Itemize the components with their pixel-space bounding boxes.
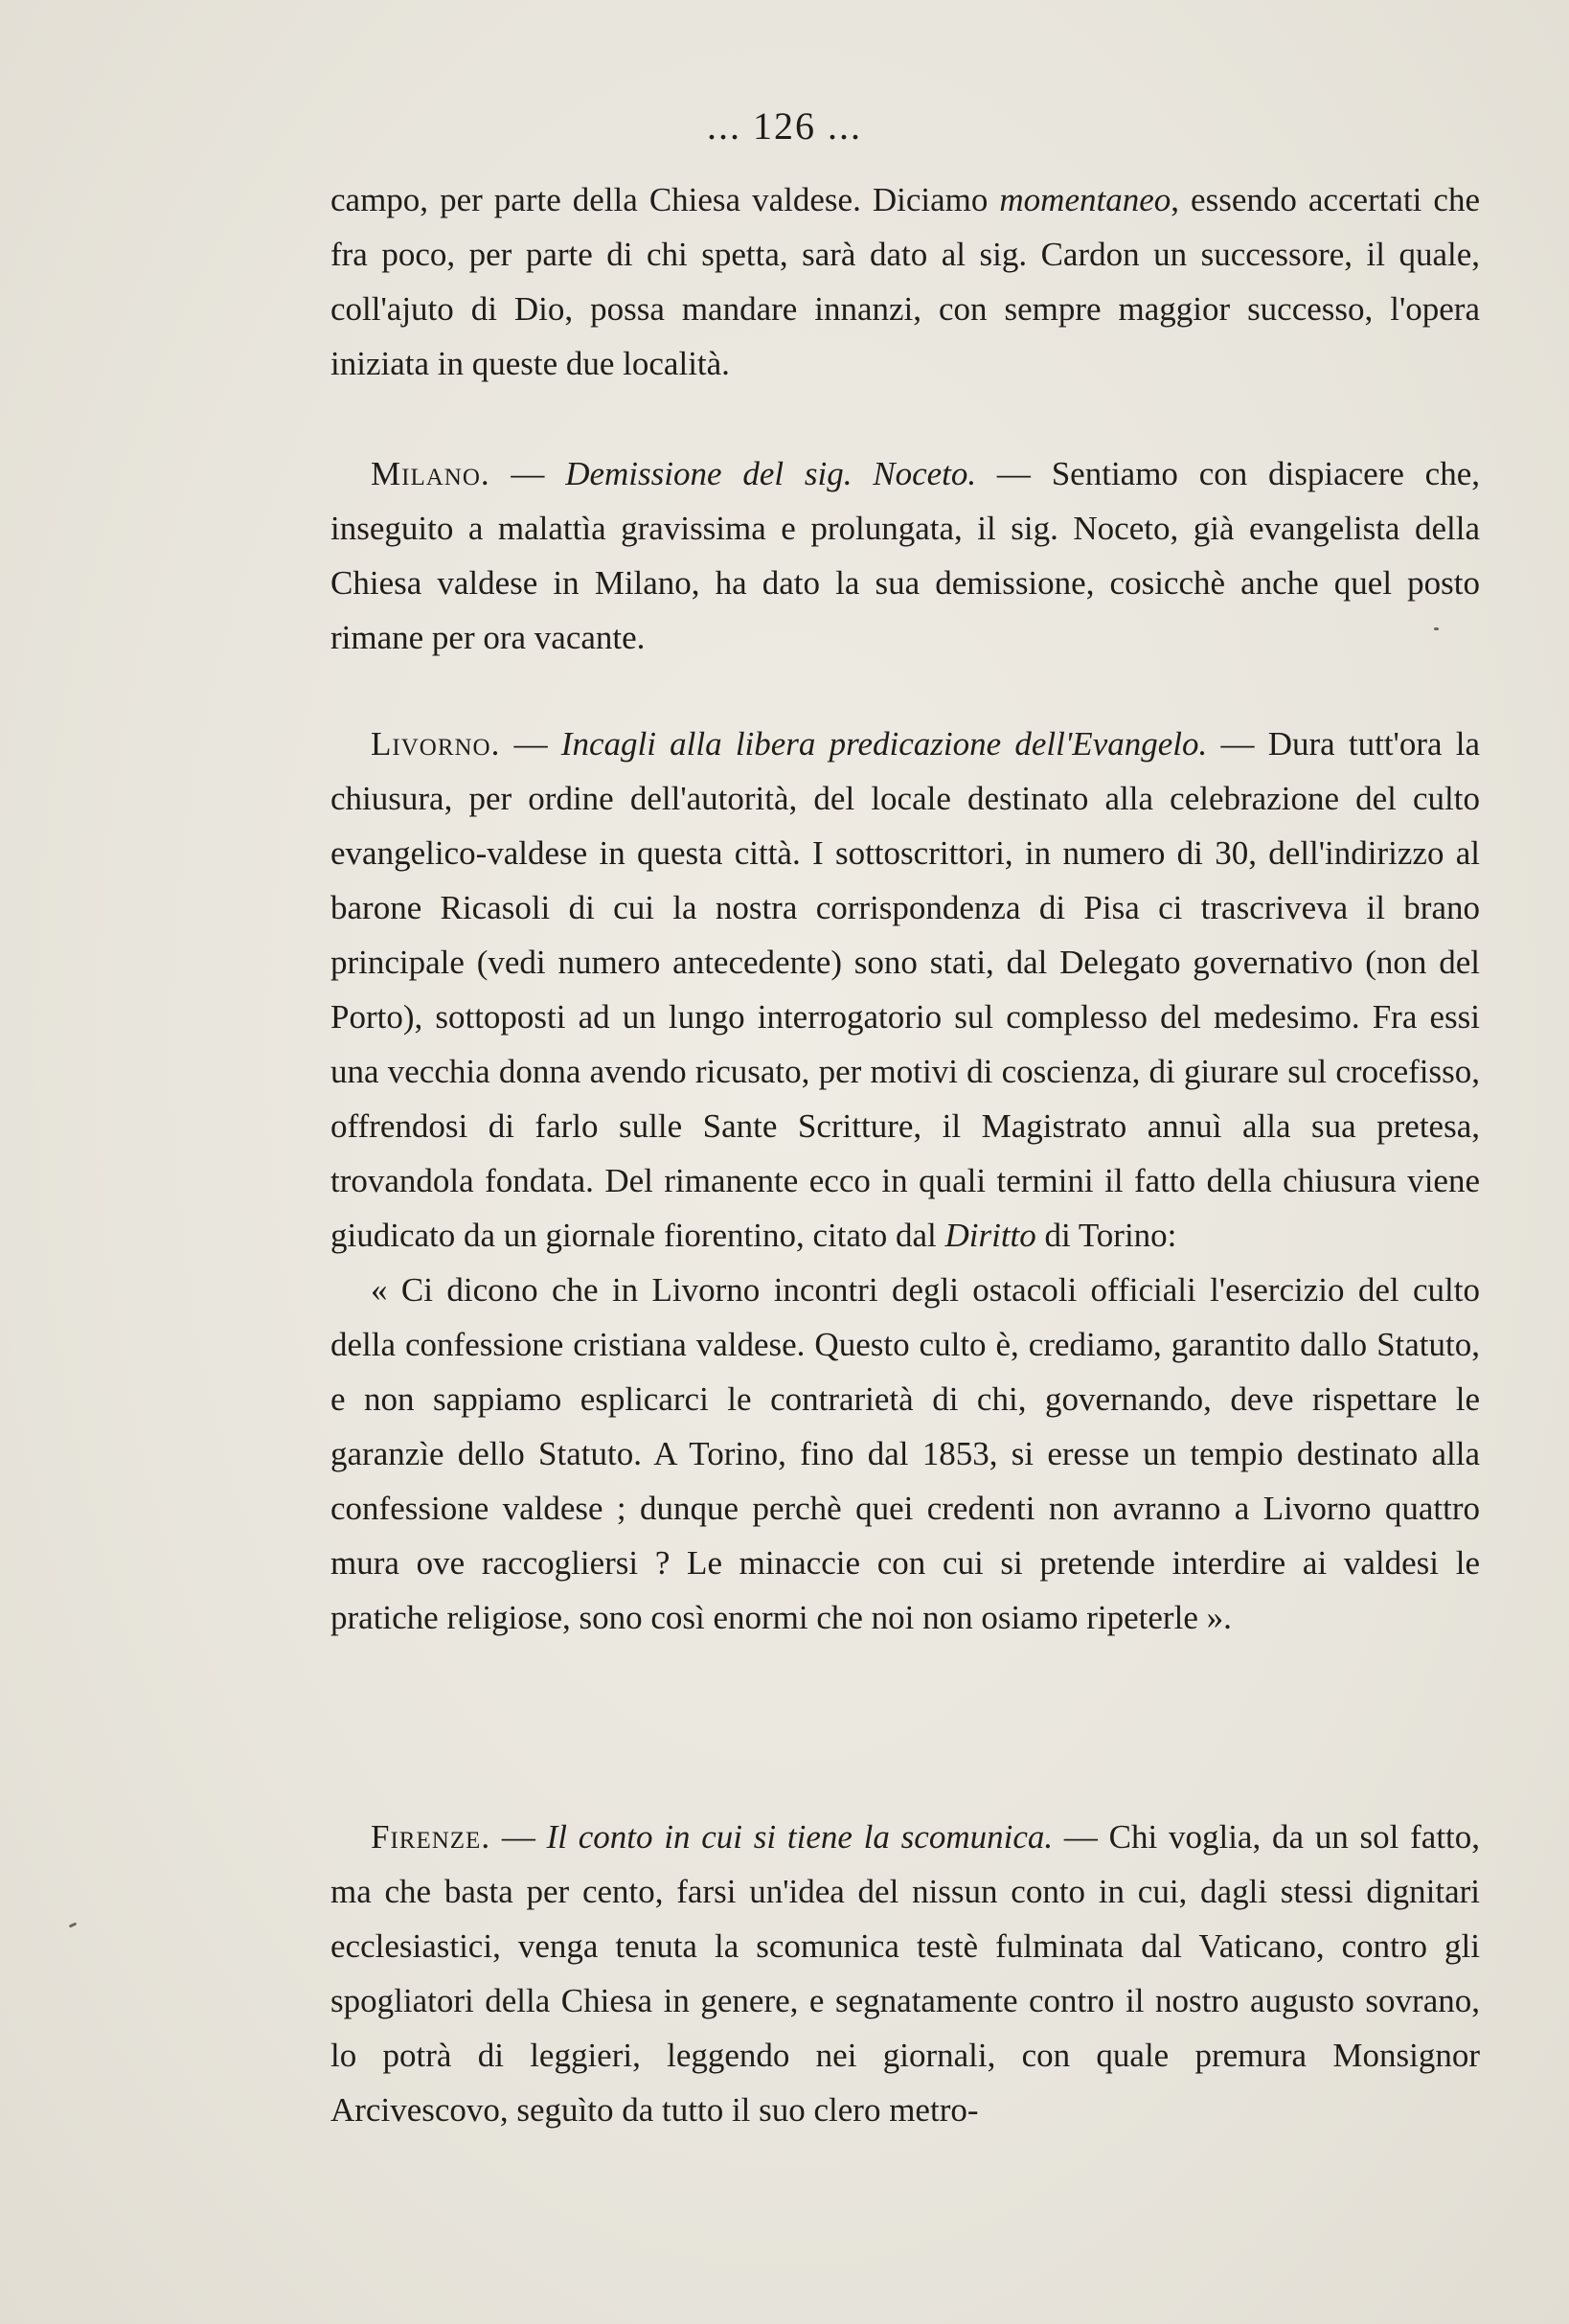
intro-italic: momentaneo bbox=[999, 181, 1171, 218]
quoted-passage: « Ci dicono che in Livorno incontri degli ostacoli officiali l'esercizio del culto della confessione cristiana valdese. Questo culto è, crediamo, garantito dallo Statuto, e non sappiamo esplicarci le contrarietà di chi, governando, deve rispettare le garanzìe dello Statuto. A Torino, fino dal 1853, si eresse un tempio destinato alla confessione valdese ; dunque perchè quei credenti non avranno a Livorno quattro mura ove raccogliersi ? Le minaccie con cui si pretende interdire ai valdesi le pratiche religiose, sono così enormi che noi non osiamo ripeterle ». bbox=[330, 1271, 1480, 1636]
section-title-milano: Demissione del sig. Noceto. bbox=[565, 455, 977, 492]
intro-paragraph bbox=[330, 172, 1480, 391]
newspaper-name: Diritto bbox=[944, 1217, 1036, 1254]
section-body-milano: Sentiamo con dispiacere che, inseguito a malattìa gravissima e prolungata, il sig. Noceto, già evangelista della Chiesa valdese in Milano, ha dato la sua demissione, cosicchè anche quel posto rimane per ora vacante. bbox=[330, 455, 1481, 656]
intro-text-after: , essendo accertati che fra poco, per parte di chi spetta, sarà dato al sig. Cardon un successore, il quale, coll'ajuto di Dio, possa mandare innanzi, con sempre maggior successo, l'opera iniziata in queste due località. bbox=[330, 181, 1480, 382]
section-dash: — bbox=[489, 455, 566, 492]
section-dash: — bbox=[976, 455, 1052, 492]
section-dash: — bbox=[500, 725, 561, 763]
section-firenze bbox=[330, 1810, 1480, 2137]
section-body-firenze: Chi voglia, da un sol fatto, ma che basta per cento, farsi un'idea del nissun conto in cui, dagli stessi dignitari ecclesiastici, venga tenuta la scomunica testè fulminata dal Vaticano, contro gli spogliatori della Chiesa in genere, e segnatamente contro il nostro augusto sovrano, lo potrà di leggieri, leggendo nei giornali, con quale premura Monsignor Arcivescovo, seguìto da tutto il suo clero metro- bbox=[330, 1818, 1481, 2129]
paper-speck bbox=[1434, 627, 1439, 630]
section-dash: — bbox=[1207, 725, 1268, 763]
section-place-livorno: Livorno. bbox=[371, 725, 501, 763]
section-dash: — bbox=[1053, 1818, 1109, 1856]
section-milano bbox=[330, 446, 1480, 665]
section-livorno bbox=[330, 717, 1480, 1645]
intro-text-before: campo, per parte della Chiesa valdese. Diciamo bbox=[330, 181, 1000, 218]
section-place-firenze: Firenze. bbox=[371, 1818, 491, 1856]
section-place-milano: Milano. bbox=[371, 455, 490, 492]
section-title-livorno: Incagli alla libera predicazione dell'Evangelo. bbox=[560, 725, 1208, 763]
section-body-livorno: Dura tutt'ora la chiusura, per ordine dell'autorità, del locale destinato alla celebrazione del culto evangelico-valdese in questa città. I sottoscrittori, in numero di 30, dell'indirizzo al barone Ricasoli di cui la nostra corrispondenza di Pisa ci trascriveva il brano principale (vedi numero antecedente) sono stati, dal Delegato governativo (non del Porto), sottoposti ad un lungo interrogatorio sul complesso del medesimo. Fra essi una vecchia donna avendo ricusato, per motivi di coscienza, di giurare sul crocefisso, offrendosi di farlo sulle Sante Scritture, il Magistrato annuì alla sua pretesa, trovandola fondata. Del rimanente ecco in quali termini il fatto della chiusura viene giudicato da un giornale fiorentino, citato dal bbox=[330, 725, 1481, 1254]
section-body-livorno-end: di Torino: bbox=[1035, 1217, 1177, 1254]
page-number: ... 126 ... bbox=[707, 104, 862, 148]
section-title-firenze: Il conto in cui si tiene la scomunica. bbox=[546, 1818, 1054, 1856]
section-dash: — bbox=[490, 1818, 547, 1856]
paper-speck bbox=[69, 1922, 78, 1927]
